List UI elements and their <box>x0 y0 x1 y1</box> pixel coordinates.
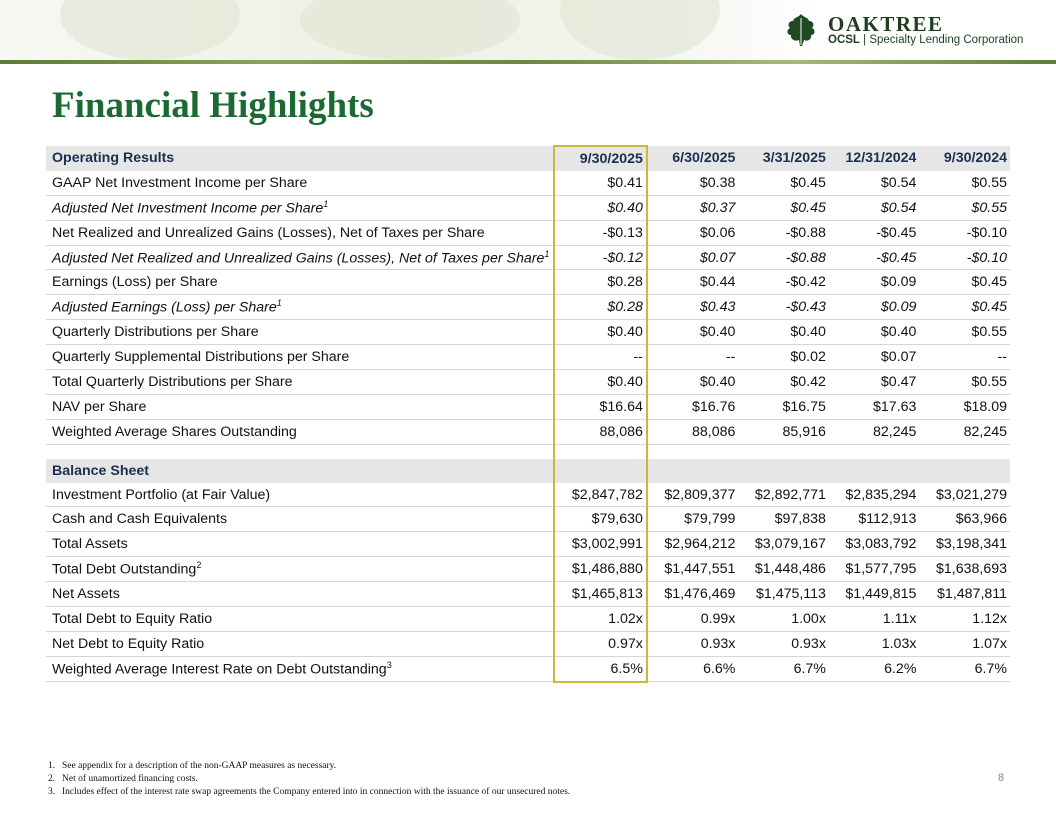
table-row <box>46 394 1010 419</box>
table-row <box>46 171 1010 195</box>
value-cell: 0.93x <box>647 631 739 656</box>
table-header-row <box>46 146 1010 171</box>
row-label-text: Net Realized and Unrealized Gains (Losses), Net of Taxes per Share <box>52 224 485 241</box>
value-cell: -$0.10 <box>919 220 1010 245</box>
value-cell: $0.47 <box>829 370 920 395</box>
row-label <box>46 557 554 582</box>
value-cell: $0.09 <box>829 270 920 295</box>
row-label <box>46 631 554 656</box>
value-cell: $97,838 <box>738 507 829 532</box>
row-label <box>46 171 554 195</box>
brand-ticker: OCSL <box>828 34 860 46</box>
footnote-number: 3. <box>48 787 56 797</box>
footnote-number: 1. <box>48 761 56 771</box>
value-cell: $0.54 <box>829 195 920 220</box>
footnote <box>48 760 570 773</box>
spacer-cell <box>919 444 1010 459</box>
table-row <box>46 631 1010 656</box>
financial-table <box>46 145 1010 683</box>
spacer-cell <box>647 444 739 459</box>
brand-subtitle: OCSL | Specialty Lending Corporation <box>828 34 1024 46</box>
banner-leaf-shape <box>560 0 720 60</box>
value-cell: -- <box>919 345 1010 370</box>
value-cell: $63,966 <box>919 507 1010 532</box>
row-label <box>46 345 554 370</box>
footnote-ref: 3 <box>386 660 392 671</box>
value-cell: $0.55 <box>919 320 1010 345</box>
row-label-text: GAAP Net Investment Income per Share <box>52 174 308 191</box>
row-label-text: Total Assets <box>52 536 128 553</box>
footnote-ref: 1 <box>323 198 329 209</box>
value-cell: $3,079,167 <box>738 532 829 557</box>
value-cell: 0.97x <box>554 631 647 656</box>
table-row <box>46 483 1010 507</box>
footnote-number: 2. <box>48 774 56 784</box>
table-row <box>46 557 1010 582</box>
value-cell: 1.07x <box>919 631 1010 656</box>
value-cell: $79,799 <box>647 507 739 532</box>
value-cell: 0.93x <box>738 631 829 656</box>
value-cell: $79,630 <box>554 507 647 532</box>
footnote-text: Net of unamortized financing costs. <box>62 774 198 784</box>
value-cell: $0.44 <box>647 270 739 295</box>
value-cell: $1,449,815 <box>829 582 920 607</box>
row-label-text: Weighted Average Shares Outstanding <box>52 423 297 440</box>
company-logo <box>784 12 1024 52</box>
row-label <box>46 419 554 444</box>
value-cell: $1,448,486 <box>738 557 829 582</box>
value-cell: $1,465,813 <box>554 582 647 607</box>
table-row <box>46 532 1010 557</box>
row-label-text: Net Debt to Equity Ratio <box>52 635 205 652</box>
value-cell: $0.55 <box>919 171 1010 195</box>
table-row <box>46 507 1010 532</box>
row-label <box>46 394 554 419</box>
value-cell: -$0.12 <box>554 245 647 270</box>
value-cell: -$0.42 <box>738 270 829 295</box>
value-cell: 1.11x <box>829 607 920 632</box>
value-cell: -$0.88 <box>738 245 829 270</box>
table-row <box>46 656 1010 681</box>
value-cell: $0.40 <box>738 320 829 345</box>
row-label-text: Investment Portfolio (at Fair Value) <box>52 486 271 503</box>
row-label <box>46 507 554 532</box>
row-label-text: NAV per Share <box>52 398 147 415</box>
value-cell: 82,245 <box>829 419 920 444</box>
value-cell: $0.45 <box>919 295 1010 320</box>
value-cell: 6.7% <box>738 656 829 681</box>
spacer-cell <box>738 444 829 459</box>
value-cell: $0.02 <box>738 345 829 370</box>
header-blank-cell <box>829 459 920 483</box>
value-cell: $2,835,294 <box>829 483 920 507</box>
value-cell: $3,002,991 <box>554 532 647 557</box>
row-label-text: Adjusted Earnings (Loss) per Share <box>52 300 277 317</box>
header-blank-cell <box>647 459 739 483</box>
footnotes <box>48 760 570 799</box>
spacer-row <box>46 444 1010 459</box>
table-header-row <box>46 459 1010 483</box>
footnote-ref: 2 <box>196 560 202 571</box>
value-cell: $1,476,469 <box>647 582 739 607</box>
footnote-ref: 1 <box>544 248 550 259</box>
column-header: 9/30/2024 <box>919 146 1010 171</box>
value-cell: $17.63 <box>829 394 920 419</box>
value-cell: $0.40 <box>647 370 739 395</box>
table-row <box>46 220 1010 245</box>
column-header: 12/31/2024 <box>829 146 920 171</box>
value-cell: $3,021,279 <box>919 483 1010 507</box>
value-cell: 6.7% <box>919 656 1010 681</box>
value-cell: 6.5% <box>554 656 647 681</box>
header-blank-cell <box>919 459 1010 483</box>
value-cell: $0.28 <box>554 295 647 320</box>
row-label-text: Adjusted Net Investment Income per Share <box>52 200 324 217</box>
banner-leaf-shape <box>300 0 520 60</box>
value-cell: -- <box>647 345 739 370</box>
value-cell: 1.03x <box>829 631 920 656</box>
value-cell: $1,486,880 <box>554 557 647 582</box>
row-label-text: Total Debt to Equity Ratio <box>52 610 213 627</box>
value-cell: $16.76 <box>647 394 739 419</box>
oak-leaf-icon <box>784 12 818 48</box>
value-cell: 88,086 <box>554 419 647 444</box>
header-blank-cell <box>738 459 829 483</box>
footnote <box>48 773 570 786</box>
row-label <box>46 320 554 345</box>
value-cell: $2,847,782 <box>554 483 647 507</box>
table-row <box>46 370 1010 395</box>
value-cell: $0.38 <box>647 171 739 195</box>
row-label-text: Quarterly Supplemental Distributions per Share <box>52 349 350 366</box>
row-label <box>46 532 554 557</box>
row-label <box>46 483 554 507</box>
value-cell: $2,809,377 <box>647 483 739 507</box>
value-cell: $0.55 <box>919 370 1010 395</box>
value-cell: $16.64 <box>554 394 647 419</box>
value-cell: $0.40 <box>554 195 647 220</box>
value-cell: $0.37 <box>647 195 739 220</box>
brand-sub: Specialty Lending Corporation <box>869 34 1024 46</box>
banner-leaf-shape <box>60 0 240 60</box>
table-row <box>46 607 1010 632</box>
row-label-text: Weighted Average Interest Rate on Debt Outstanding <box>52 661 387 678</box>
value-cell: $1,447,551 <box>647 557 739 582</box>
value-cell: 6.2% <box>829 656 920 681</box>
column-header: 9/30/2025 <box>554 146 647 171</box>
section-header: Operating Results <box>46 146 554 171</box>
value-cell: $0.09 <box>829 295 920 320</box>
value-cell: 88,086 <box>647 419 739 444</box>
row-label <box>46 656 554 681</box>
table-row <box>46 345 1010 370</box>
value-cell: -$0.13 <box>554 220 647 245</box>
header-blank-cell <box>554 459 647 483</box>
value-cell: 82,245 <box>919 419 1010 444</box>
row-label-text: Adjusted Net Realized and Unrealized Gains (Losses), Net of Taxes per Share <box>52 250 545 267</box>
value-cell: $0.43 <box>647 295 739 320</box>
row-label <box>46 220 554 245</box>
table-row <box>46 245 1010 270</box>
value-cell: $0.45 <box>919 270 1010 295</box>
row-label <box>46 245 554 270</box>
row-label <box>46 295 554 320</box>
value-cell: $0.40 <box>647 320 739 345</box>
row-label-text: Earnings (Loss) per Share <box>52 274 218 291</box>
value-cell: $1,638,693 <box>919 557 1010 582</box>
spacer-cell <box>46 444 554 459</box>
value-cell: $0.45 <box>738 171 829 195</box>
value-cell: $0.06 <box>647 220 739 245</box>
value-cell: $18.09 <box>919 394 1010 419</box>
value-cell: $0.40 <box>554 320 647 345</box>
value-cell: $3,198,341 <box>919 532 1010 557</box>
brand-name: OAKTREE <box>828 12 944 36</box>
value-cell: $3,083,792 <box>829 532 920 557</box>
value-cell: 1.02x <box>554 607 647 632</box>
row-label <box>46 370 554 395</box>
value-cell: $112,913 <box>829 507 920 532</box>
value-cell: $0.45 <box>738 195 829 220</box>
value-cell: $0.07 <box>829 345 920 370</box>
section-header: Balance Sheet <box>46 459 554 483</box>
value-cell: 1.00x <box>738 607 829 632</box>
value-cell: $0.40 <box>554 370 647 395</box>
row-label <box>46 582 554 607</box>
row-label-text: Cash and Cash Equivalents <box>52 511 228 528</box>
value-cell: $0.07 <box>647 245 739 270</box>
page-number: 8 <box>998 772 1005 784</box>
value-cell: 6.6% <box>647 656 739 681</box>
value-cell: $0.28 <box>554 270 647 295</box>
value-cell: -- <box>554 345 647 370</box>
value-cell: $0.55 <box>919 195 1010 220</box>
footnote-text: See appendix for a description of the non-GAAP measures as necessary. <box>62 761 337 771</box>
value-cell: -$0.88 <box>738 220 829 245</box>
value-cell: $0.42 <box>738 370 829 395</box>
table-row <box>46 270 1010 295</box>
value-cell: $2,892,771 <box>738 483 829 507</box>
footnote-ref: 1 <box>276 298 282 309</box>
value-cell: 0.99x <box>647 607 739 632</box>
value-cell: $1,487,811 <box>919 582 1010 607</box>
row-label-text: Total Debt Outstanding <box>52 562 197 579</box>
spacer-cell <box>829 444 920 459</box>
table-row <box>46 582 1010 607</box>
footnote-text: Includes effect of the interest rate swap agreements the Company entered into in connection with the issuance of our unsecured notes. <box>62 787 571 797</box>
value-cell: $16.75 <box>738 394 829 419</box>
value-cell: 1.12x <box>919 607 1010 632</box>
page-title: Financial Highlights <box>52 85 374 126</box>
row-label-text: Total Quarterly Distributions per Share <box>52 373 293 390</box>
value-cell: -$0.43 <box>738 295 829 320</box>
value-cell: -$0.10 <box>919 245 1010 270</box>
column-header: 3/31/2025 <box>738 146 829 171</box>
table-row <box>46 295 1010 320</box>
value-cell: -$0.45 <box>829 220 920 245</box>
value-cell: $2,964,212 <box>647 532 739 557</box>
value-cell: 85,916 <box>738 419 829 444</box>
row-label <box>46 607 554 632</box>
table-row <box>46 419 1010 444</box>
table-row <box>46 195 1010 220</box>
value-cell: $1,475,113 <box>738 582 829 607</box>
value-cell: $0.40 <box>829 320 920 345</box>
row-label <box>46 195 554 220</box>
footnote <box>48 786 570 799</box>
row-label-text: Quarterly Distributions per Share <box>52 324 259 341</box>
value-cell: -$0.45 <box>829 245 920 270</box>
value-cell: $1,577,795 <box>829 557 920 582</box>
table-row <box>46 320 1010 345</box>
column-header: 6/30/2025 <box>647 146 739 171</box>
banner-stripe <box>0 60 1056 64</box>
row-label <box>46 270 554 295</box>
row-label-text: Net Assets <box>52 586 120 603</box>
spacer-cell <box>554 444 647 459</box>
value-cell: $0.41 <box>554 171 647 195</box>
value-cell: $0.54 <box>829 171 920 195</box>
